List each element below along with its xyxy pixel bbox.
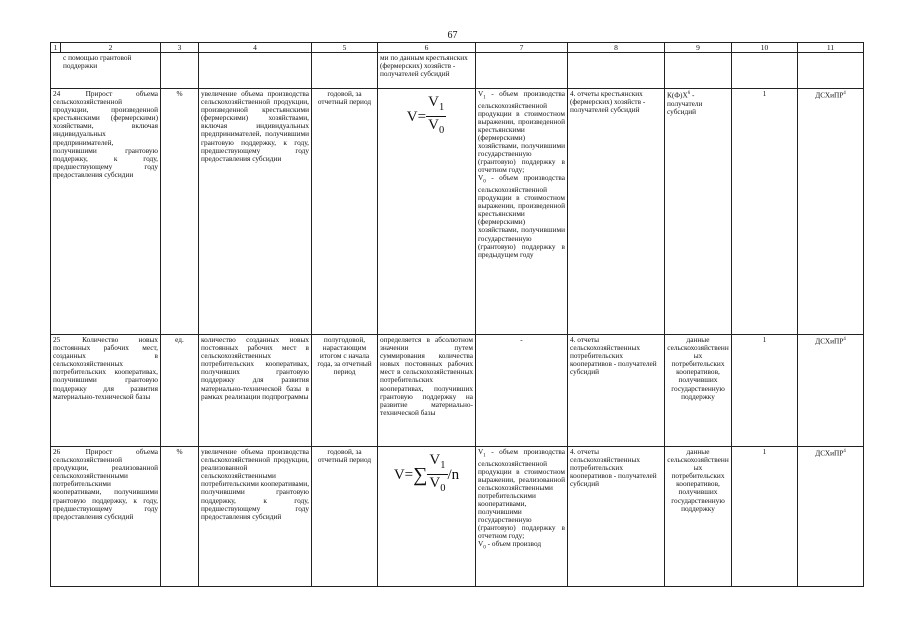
periodicity-cell: полугодовой, нарастающим итогом с начала года, за отчетный период bbox=[312, 335, 378, 447]
formula-cell bbox=[378, 89, 476, 335]
variables-cell: $V_1$ - объем производства сельскохозяйственной продукции в стоимостном выражении, произведенной крестьянскими (фермерскими) хозяйствами, получившими государственную (грантовую) поддержку в отчетном году; $V_0$ - объем производства сельскохозяйственной продукции в стоимостном выражении, произведенной крестьянскими (фермерскими) хозяйствами, получившими государственную (грантовую) поддержку в предыдущем году bbox=[476, 89, 568, 335]
header-row bbox=[51, 43, 864, 53]
row-number: 24 bbox=[53, 89, 61, 98]
header-cell-1-2 bbox=[51, 43, 161, 53]
table-row bbox=[51, 89, 864, 335]
unit-cell: ед. bbox=[161, 335, 199, 447]
row-number: 26 bbox=[53, 447, 61, 456]
variables-cell: $V_1$ - объем производства сельскохозяйственной продукции в стоимостном выражении, реализованной сельскохозяйственными потребительскими кооперативами, получившими государственную (грантовую) поддержку в отчетном году; $V_0$ - объем производ bbox=[476, 447, 568, 587]
col10-cell: 1 bbox=[732, 89, 798, 335]
header-10: 10 bbox=[732, 43, 798, 53]
v1-description: - объем производства сельскохозяйственной продукции в стоимостном выражении, произведенной крестьянскими (фермерскими) хозяйствами, получившими государственную (грантовую) поддержку в отчетном году; bbox=[478, 89, 565, 175]
periodicity-cell: годовой, за отчетный период bbox=[312, 89, 378, 335]
header-8: 8 bbox=[568, 43, 665, 53]
formula-cell bbox=[378, 447, 476, 587]
formula: V = ∑ $\frac{V_1}{V_0}$ /n bbox=[380, 452, 473, 497]
periodicity-cell: годовой, за отчетный период bbox=[312, 447, 378, 587]
header-3: 3 bbox=[161, 43, 199, 53]
page-number: 67 bbox=[447, 30, 458, 41]
source-cell: 4. отчеты сельскохозяйственных потребительских кооперативов - получателей субсидий bbox=[568, 447, 665, 587]
method-cell: определяется в абсолютном значении путем суммирования количества новых постоянных рабочих мест в сельскохозяйственных потребительских кооперативах, получивших грантовую поддержку на развитие материально-технической базы bbox=[378, 335, 476, 447]
method-cell: ми по данным крестьянских (фермерских) хозяйств - получателей субсидий bbox=[378, 53, 476, 89]
indicators-table bbox=[50, 42, 864, 587]
col10-cell: 1 bbox=[732, 335, 798, 447]
header-5: 5 bbox=[312, 43, 378, 53]
object-cell: данные сельскохозяйственных потребительских кооперативов, получивших государственную поддержку bbox=[665, 447, 732, 587]
fraction: $\frac{V_1}{V_0}$ bbox=[428, 94, 445, 136]
row-number: 25 bbox=[53, 335, 61, 344]
header-2: 2 bbox=[108, 43, 113, 52]
indicator-cell bbox=[51, 335, 161, 447]
header-9: 9 bbox=[665, 43, 732, 53]
source-cell: 4. отчеты сельскохозяйственных потребительских кооперативов - получателей субсидий bbox=[568, 335, 665, 447]
indicator-text: Прирост объема сельскохозяйственной продукции, реализованной сельскохозяйственными потребительскими кооперативами, получившими грантовую поддержку, к году, предшествующему году предоставления субсидий bbox=[53, 447, 158, 521]
variables-cell: - bbox=[476, 335, 568, 447]
unit-cell: % bbox=[161, 447, 199, 587]
header-4: 4 bbox=[199, 43, 312, 53]
responsible-cell: ДСХиПР$^4$ bbox=[798, 447, 864, 587]
fraction: $\frac{V_1}{V_0}$ bbox=[429, 452, 446, 494]
table-row bbox=[51, 335, 864, 447]
v0-description: - объем производства сельскохозяйственной продукции в стоимостном выражении, произведенной крестьянскими (фермерскими) хозяйствами, получившими государственную (грантовую) поддержку в предыдущем году bbox=[478, 173, 565, 259]
header-7: 7 bbox=[476, 43, 568, 53]
object-cell: данные сельскохозяйственных потребительских кооперативов, получивших государственную поддержку bbox=[665, 335, 732, 447]
header-6: 6 bbox=[378, 43, 476, 53]
table-row bbox=[51, 447, 864, 587]
indicator-cell bbox=[51, 447, 161, 587]
v0-description: - объем производ bbox=[485, 539, 542, 549]
source-cell: 4. отчеты крестьянских (фермерских) хозяйств - получателей субсидий bbox=[568, 89, 665, 335]
indicator-text: Прирост объема сельскохозяйственной продукции, произведенной крестьянскими (фермерскими) хозяйствами, включая индивидуальных предпринимателей, получившими грантовую поддержку, к году, предшествующему году предоставления субсидии bbox=[53, 89, 158, 179]
definition-cell: количество созданных новых постоянных рабочих мест в сельскохозяйственных потребительских кооперативах, получивших грантовую поддержку для развития материально-технической базы в рамках реализации подпрограммы bbox=[199, 335, 312, 447]
definition-cell: увеличение объема производства сельскохозяйственной продукции, произведенной крестьянскими (фермерскими) хозяйствами, включая индивидуальных предпринимателей, получившими грантовую поддержку, к году, предшествующему году предоставления субсидии bbox=[199, 89, 312, 335]
definition-cell: увеличение объема производства сельскохозяйственной продукции, реализованной сельскохозяйственными потребительскими кооперативами, получившими грантовую поддержку, к году, предшествующему году предоставления субсидий bbox=[199, 447, 312, 587]
indicator-text: Количество новых постоянных рабочих мест, созданных в сельскохозяйственных потребительских кооперативах, получившими грантовую поддержку для развития материально-технической базы bbox=[53, 335, 158, 401]
responsible-cell: ДСХиПР$^4$ bbox=[798, 335, 864, 447]
col10-cell: 1 bbox=[732, 447, 798, 587]
indicator-cell bbox=[51, 89, 161, 335]
header-11: 11 bbox=[798, 43, 864, 53]
responsible-cell: ДСХиПР$^4$ bbox=[798, 89, 864, 335]
indicator-cell: с помощью грантовой поддержки bbox=[51, 53, 161, 89]
unit-cell: % bbox=[161, 89, 199, 335]
table-row bbox=[51, 53, 864, 89]
object-cell: $К(Ф)Х^6$ - получатели субсидий bbox=[665, 89, 732, 335]
header-1: 1 bbox=[51, 43, 61, 52]
formula: V = $\frac{V_1}{V_0}$ bbox=[380, 94, 473, 139]
v1-description: - объем производства сельскохозяйственной продукции в стоимостном выражении, реализованной сельскохозяйственными потребительскими кооперативами, получившими государственную (грантовую) поддержку в отчетном году; bbox=[478, 447, 565, 541]
